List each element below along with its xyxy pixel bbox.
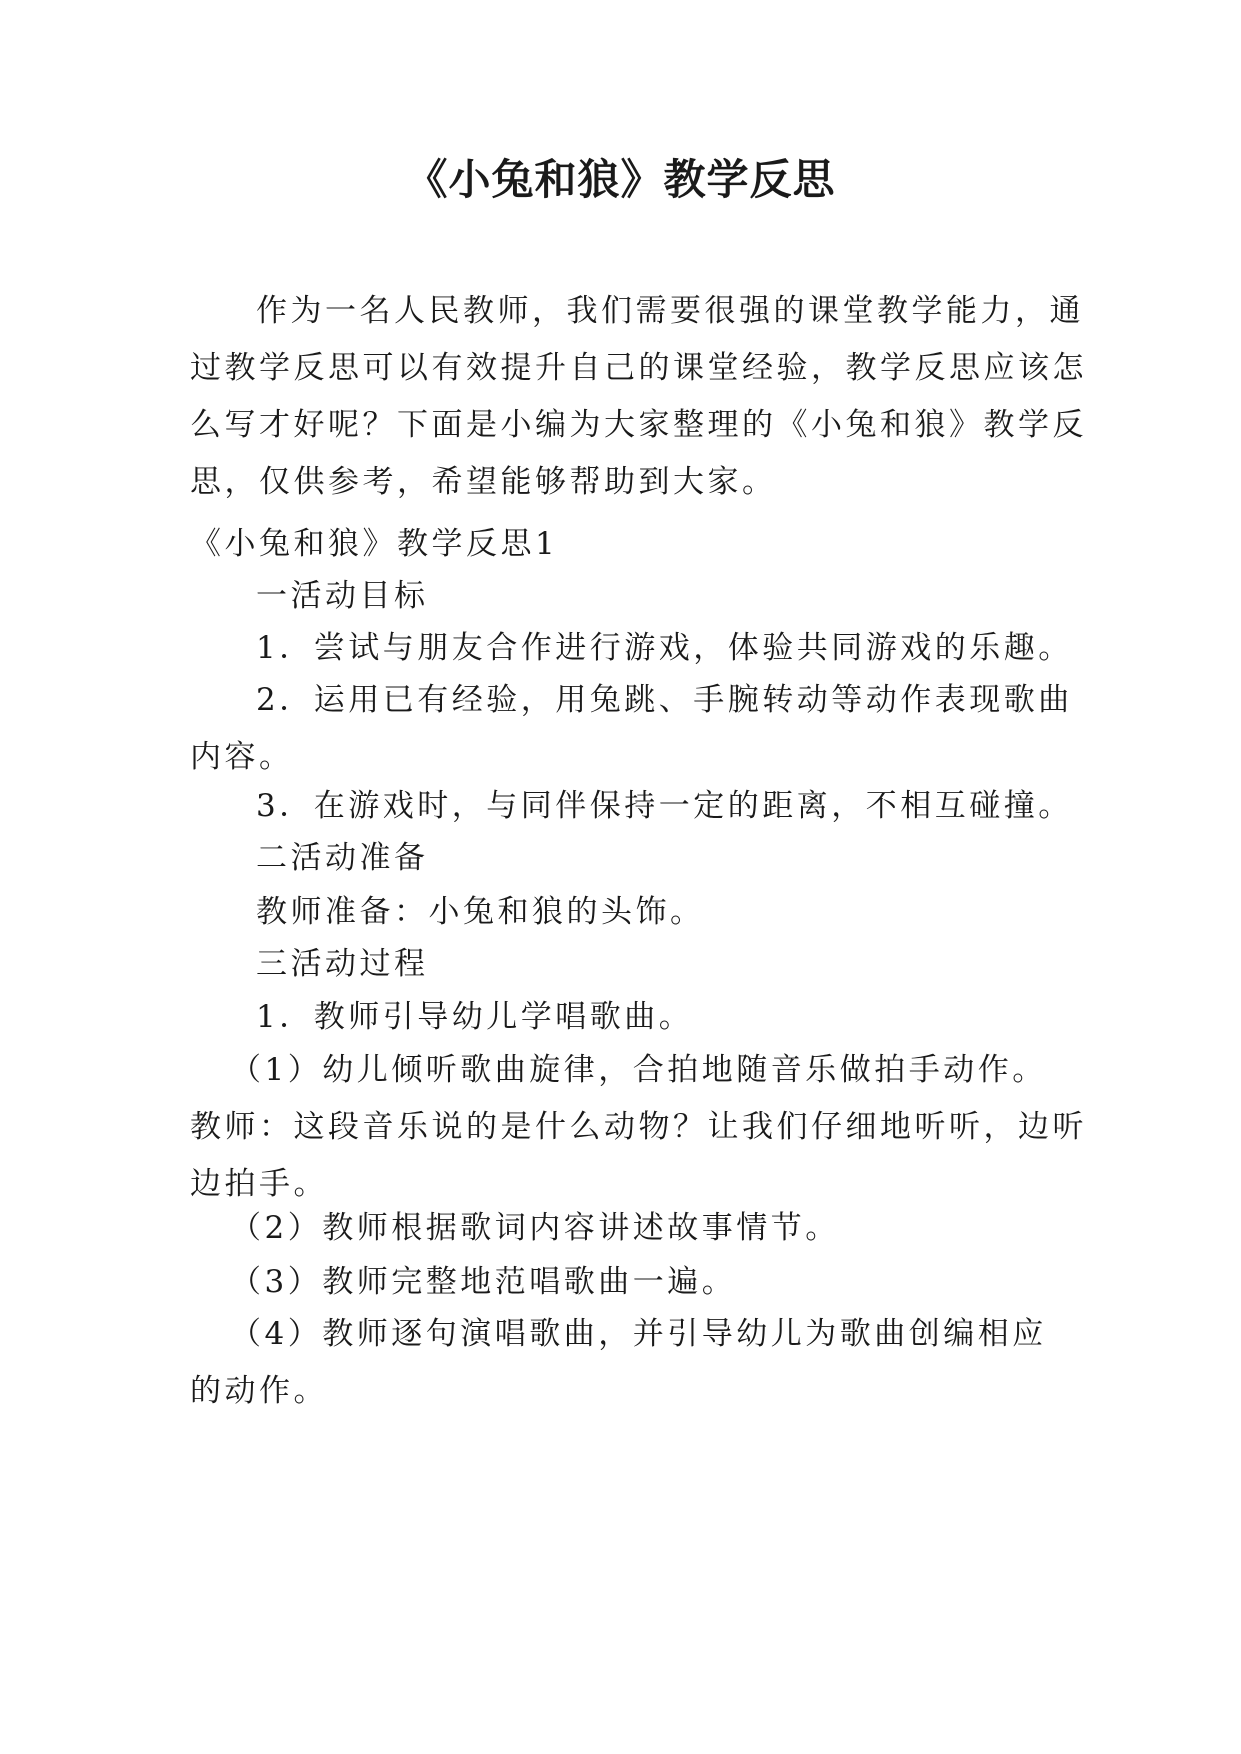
process-heading: 三活动过程 xyxy=(256,946,429,982)
text-line: 边拍手。 xyxy=(190,1166,328,1202)
process-substep-4 xyxy=(190,1306,1070,1420)
goal-item-1: 1．尝试与朋友合作进行游戏，体验共同游戏的乐趣。 xyxy=(256,630,1073,666)
prep-text: 教师准备：小兔和狼的头饰。 xyxy=(256,894,705,930)
text-line: 作为一名人民教师，我们需要很强的课堂教学能力，通 xyxy=(256,293,1084,329)
prep-heading: 二活动准备 xyxy=(256,840,429,876)
goal-heading: 一活动目标 xyxy=(256,578,429,614)
text-line: 么写才好呢？下面是小编为大家整理的《小兔和狼》教学反 xyxy=(190,407,1087,443)
process-substep-2: （2）教师根据歌词内容讲述故事情节。 xyxy=(230,1210,840,1246)
text-line: （4）教师逐句演唱歌曲，并引导幼儿为歌曲创编相应 xyxy=(230,1316,1047,1352)
goal-item-3: 3．在游戏时，与同伴保持一定的距离，不相互碰撞。 xyxy=(256,788,1073,824)
goal-item-2 xyxy=(190,672,1073,786)
section-heading: 《小兔和狼》教学反思1 xyxy=(190,526,559,562)
process-step-1: 1．教师引导幼儿学唱歌曲。 xyxy=(256,999,694,1035)
text-line: 内容。 xyxy=(190,739,294,775)
text-line: 2．运用已有经验，用兔跳、手腕转动等动作表现歌曲 xyxy=(256,682,1073,718)
text-line: 过教学反思可以有效提升自己的课堂经验，教学反思应该怎 xyxy=(190,350,1087,386)
process-substep-3: （3）教师完整地范唱歌曲一遍。 xyxy=(230,1264,737,1300)
text-line: （1）幼儿倾听歌曲旋律，合拍地随音乐做拍手动作。 xyxy=(230,1052,1047,1088)
document-title: 《小兔和狼》教学反思 xyxy=(405,155,836,204)
text-line: 教师：这段音乐说的是什么动物？让我们仔细地听听，边听 xyxy=(190,1109,1087,1145)
text-line: 的动作。 xyxy=(190,1373,328,1409)
process-substep-1 xyxy=(190,1042,1087,1213)
text-line: 思，仅供参考，希望能够帮助到大家。 xyxy=(190,464,777,500)
intro-paragraph xyxy=(190,283,1087,511)
